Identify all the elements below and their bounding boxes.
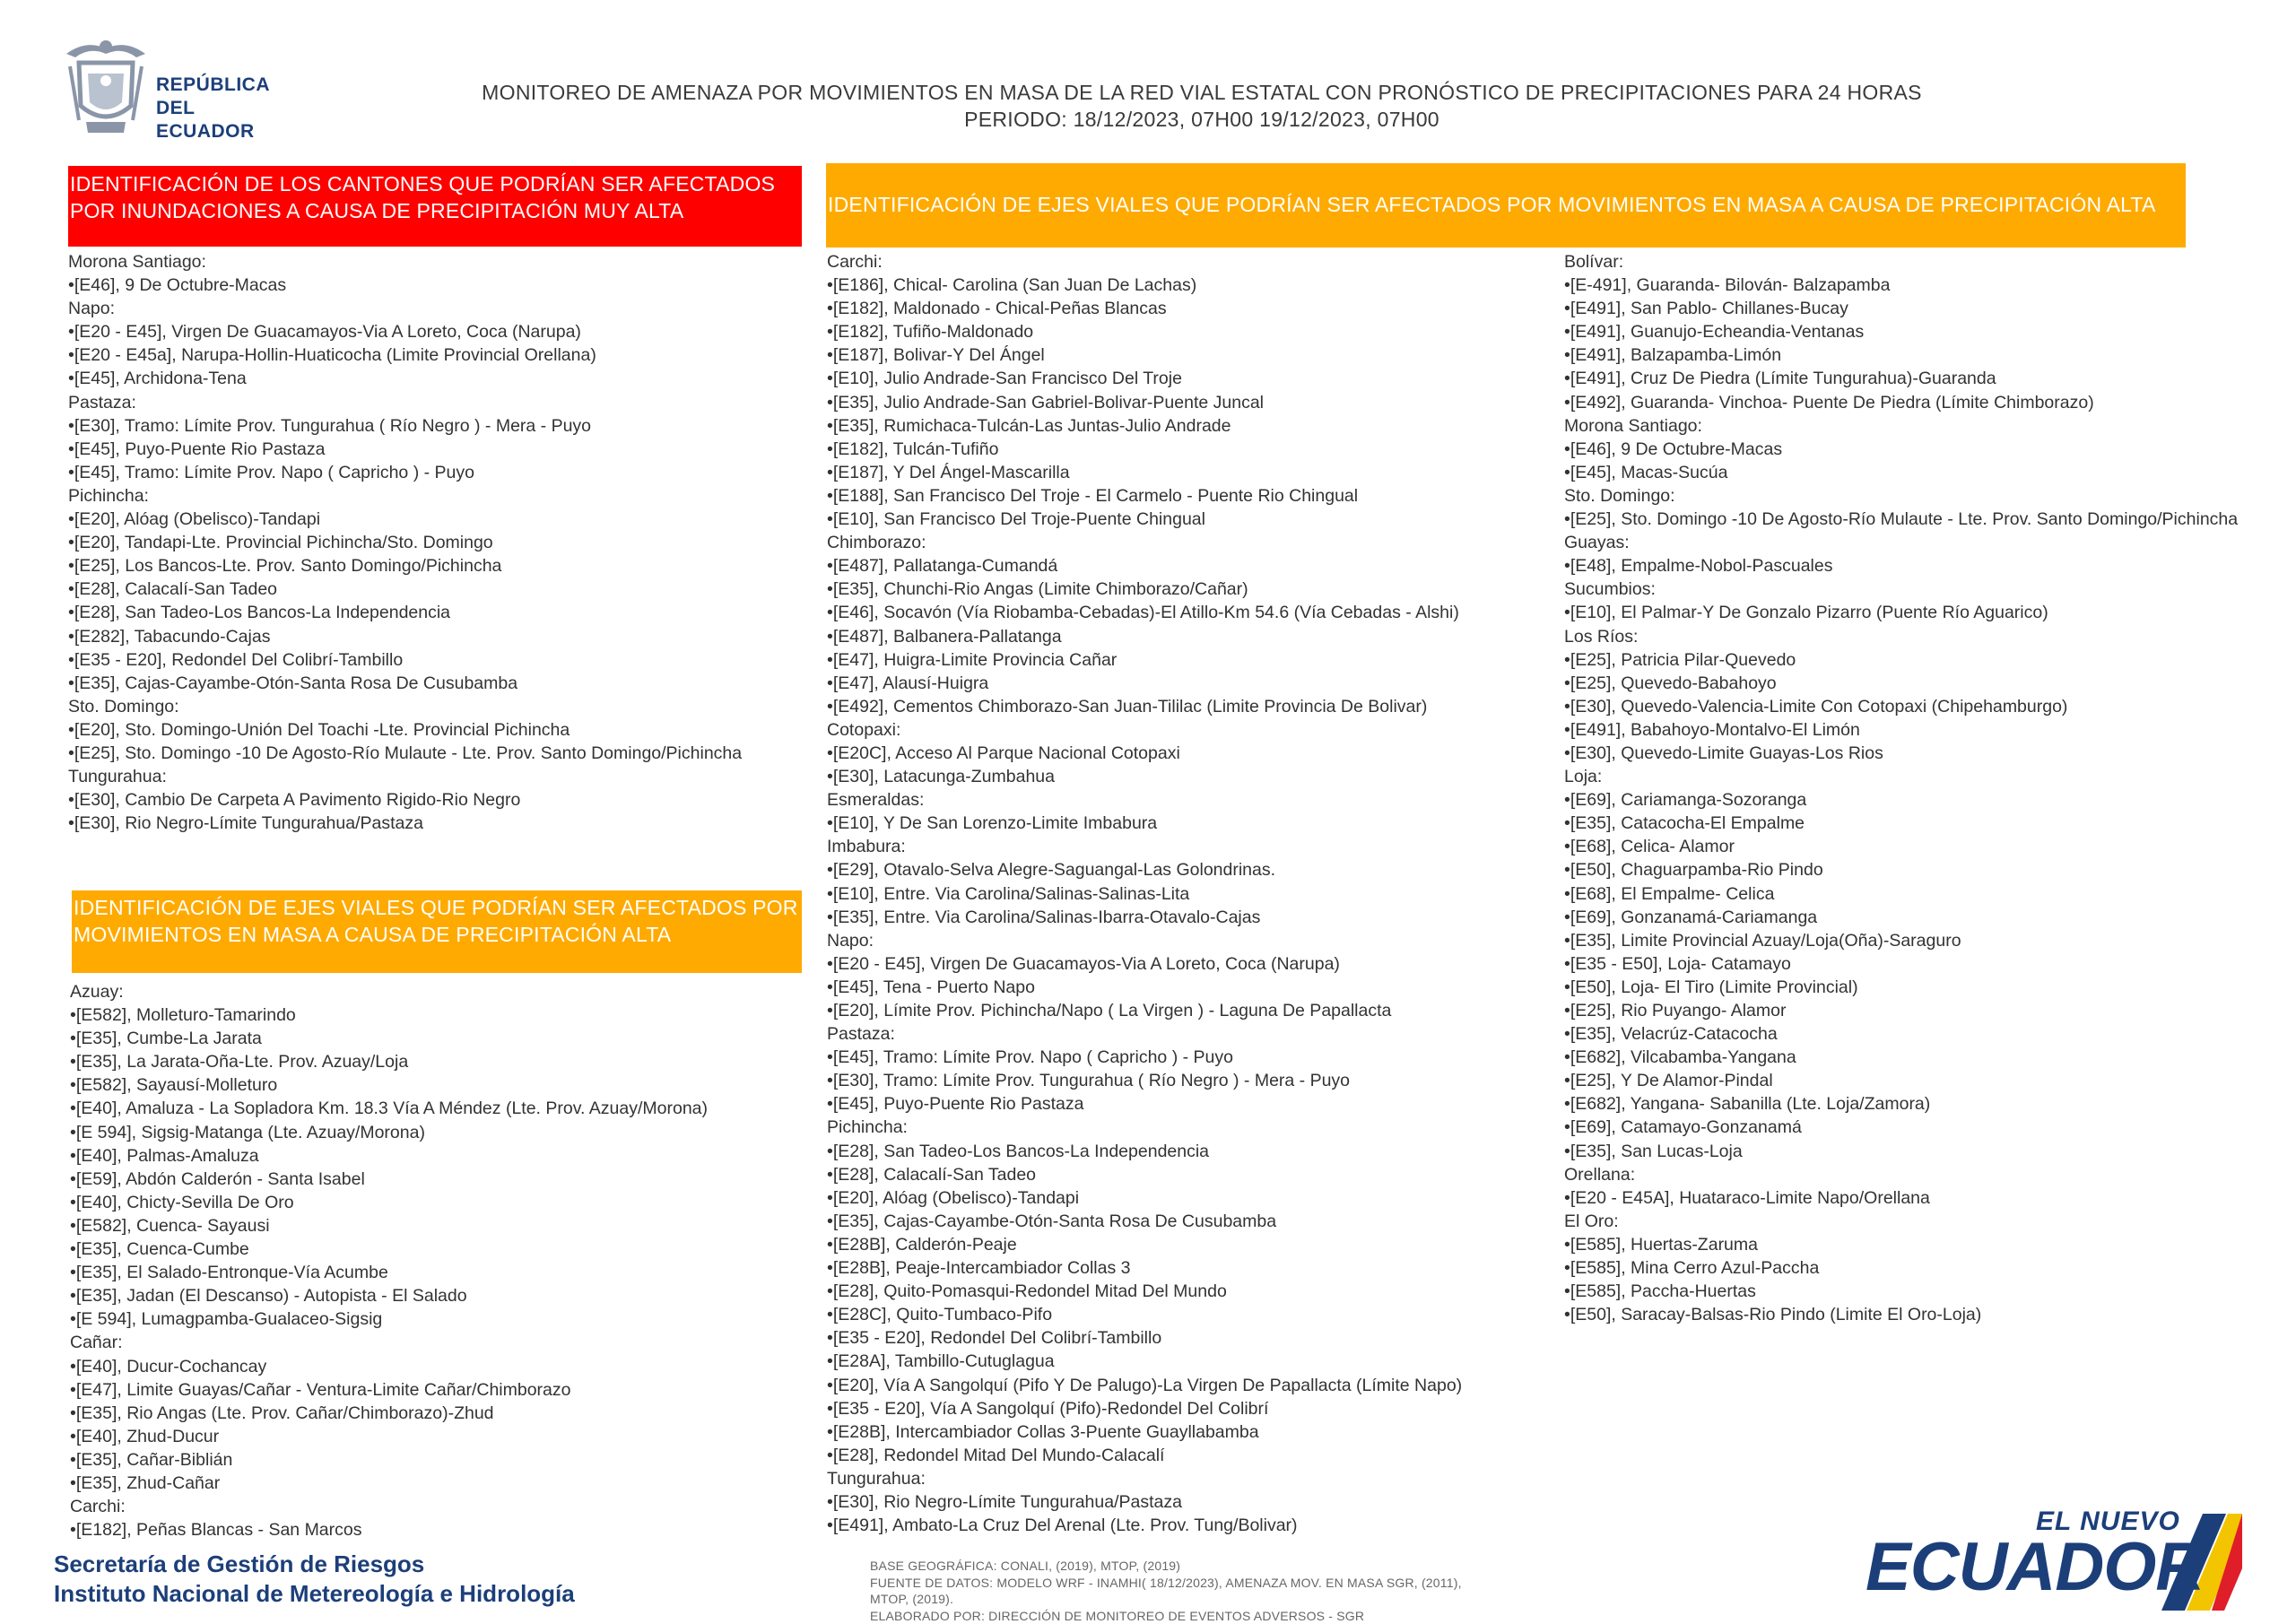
list-item: •[E585], Mina Cerro Azul-Paccha <box>1564 1256 2238 1280</box>
province-heading: Carchi: <box>827 250 1462 274</box>
list-item: •[E487], Balbanera-Pallatanga <box>827 625 1462 648</box>
list-item: •[E30], Quevedo-Valencia-Limite Con Cotopaxi (Chipehamburgo) <box>1564 695 2238 718</box>
list-item: •[E35], Rumichaca-Tulcán-Las Juntas-Julio Andrade <box>827 414 1462 438</box>
province-heading: Chimborazo: <box>827 531 1462 554</box>
list-item: •[E45], Tramo: Límite Prov. Napo ( Capricho ) - Puyo <box>827 1046 1462 1069</box>
list-item: •[E35], Rio Angas (Lte. Prov. Cañar/Chimborazo)-Zhud <box>70 1402 708 1425</box>
list-item: •[E10], Y De San Lorenzo-Limite Imbabura <box>827 812 1462 835</box>
list-item: •[E25], Sto. Domingo -10 De Agosto-Río Mulaute - Lte. Prov. Santo Domingo/Pichincha <box>68 742 742 765</box>
list-item: •[E20 - E45], Virgen De Guacamayos-Via A Loreto, Coca (Narupa) <box>827 952 1462 976</box>
list-item: •[E30], Tramo: Límite Prov. Tungurahua ( Río Negro ) - Mera - Puyo <box>827 1069 1462 1092</box>
province-heading: Carchi: <box>70 1495 708 1518</box>
ejes-azuay-list <box>70 980 708 1541</box>
brand-small-text: EL NUEVO <box>2036 1507 2180 1537</box>
province-heading: Pichincha: <box>68 484 742 508</box>
list-item: •[E491], San Pablo- Chillanes-Bucay <box>1564 297 2238 320</box>
logo-line2: DEL ECUADOR <box>156 97 283 143</box>
list-item: •[E35 - E20], Redondel Del Colibrí-Tambillo <box>68 648 742 672</box>
ejes-left-banner-line1: IDENTIFICACIÓN DE EJES VIALES QUE PODRÍAN SER AFECTADOS POR <box>74 894 802 921</box>
list-item: •[E282], Tabacundo-Cajas <box>68 625 742 648</box>
ejes-carchi-list <box>827 250 1462 1537</box>
list-item: •[E35], La Jarata-Oña-Lte. Prov. Azuay/Loja <box>70 1050 708 1073</box>
list-item: •[E28], Calacalí-San Tadeo <box>68 578 742 601</box>
source-line3: MTOP, (2019). <box>870 1591 1516 1608</box>
list-item: •[E30], Quevedo-Limite Guayas-Los Rios <box>1564 742 2238 765</box>
ejes-bolivar-list <box>1564 250 2238 1326</box>
province-heading: Napo: <box>827 929 1462 952</box>
list-item: •[E35], Cajas-Cayambe-Otón-Santa Rosa De Cusubamba <box>68 672 742 695</box>
list-item: •[E35], Cuenca-Cumbe <box>70 1238 708 1261</box>
list-item: •[E20 - E45A], Huataraco-Limite Napo/Orellana <box>1564 1186 2238 1210</box>
province-heading: Guayas: <box>1564 531 2238 554</box>
list-item: •[E25], Rio Puyango- Alamor <box>1564 999 2238 1022</box>
province-heading: Morona Santiago: <box>68 250 742 274</box>
list-item: •[E582], Sayausí-Molleturo <box>70 1073 708 1097</box>
coat-of-arms-icon <box>59 34 152 140</box>
source-line1: BASE GEOGRÁFICA: CONALI, (2019), MTOP, (2019) <box>870 1558 1516 1575</box>
list-item: •[E50], Loja- El Tiro (Limite Provincial) <box>1564 976 2238 999</box>
list-item: •[E20C], Acceso Al Parque Nacional Cotopaxi <box>827 742 1462 765</box>
list-item: •[E20], Sto. Domingo-Unión Del Toachi -Lte. Provincial Pichincha <box>68 718 742 742</box>
list-item: •[E35], Velacrúz-Catacocha <box>1564 1022 2238 1046</box>
list-item: •[E29], Otavalo-Selva Alegre-Saguangal-Las Golondrinas. <box>827 858 1462 881</box>
list-item: •[E35 - E20], Vía A Sangolquí (Pifo)-Redondel Del Colibrí <box>827 1397 1462 1420</box>
list-item: •[E25], Y De Alamor-Pindal <box>1564 1069 2238 1092</box>
list-item: •[E 594], Lumagpamba-Gualaceo-Sigsig <box>70 1307 708 1331</box>
list-item: •[E35], Cumbe-La Jarata <box>70 1027 708 1050</box>
list-item: •[E188], San Francisco Del Troje - El Carmelo - Puente Rio Chingual <box>827 484 1462 508</box>
ejes-viales-banner-right <box>826 163 2186 248</box>
list-item: •[E10], San Francisco Del Troje-Puente Chingual <box>827 508 1462 531</box>
list-item: •[E28C], Quito-Tumbaco-Pifo <box>827 1303 1462 1326</box>
list-item: •[E28], Calacalí-San Tadeo <box>827 1163 1462 1186</box>
ejes-right-banner-text: IDENTIFICACIÓN DE EJES VIALES QUE PODRÍAN SER AFECTADOS POR MOVIMIENTOS EN MASA A CAUSA DE PRECIPITACIÓN ALTA <box>828 191 2186 218</box>
list-item: •[E182], Tulcán-Tufiño <box>827 438 1462 461</box>
list-item: •[E28B], Peaje-Intercambiador Collas 3 <box>827 1256 1462 1280</box>
list-item: •[E585], Huertas-Zaruma <box>1564 1233 2238 1256</box>
province-heading: Sucumbios: <box>1564 578 2238 601</box>
province-heading: Imbabura: <box>827 835 1462 858</box>
list-item: •[E69], Gonzanamá-Cariamanga <box>1564 906 2238 929</box>
list-item: •[E491], Ambato-La Cruz Del Arenal (Lte. Prov. Tung/Bolivar) <box>827 1514 1462 1537</box>
ejes-viales-banner-left <box>72 890 802 973</box>
republica-logo <box>59 34 283 142</box>
province-heading: Loja: <box>1564 765 2238 788</box>
province-heading: Pichincha: <box>827 1116 1462 1139</box>
list-item: •[E20], Alóag (Obelisco)-Tandapi <box>68 508 742 531</box>
list-item: •[E35], Cañar-Biblián <box>70 1448 708 1472</box>
list-item: •[E46], Socavón (Vía Riobamba-Cebadas)-El Atillo-Km 54.6 (Vía Cebadas - Alshi) <box>827 601 1462 624</box>
list-item: •[E46], 9 De Octubre-Macas <box>68 274 742 297</box>
list-item: •[E47], Alausí-Huigra <box>827 672 1462 695</box>
list-item: •[E182], Peñas Blancas - San Marcos <box>70 1518 708 1541</box>
list-item: •[E182], Tufiño-Maldonado <box>827 320 1462 343</box>
list-item: •[E68], Celica- Alamor <box>1564 835 2238 858</box>
province-heading: Napo: <box>68 297 742 320</box>
list-item: •[E25], Patricia Pilar-Quevedo <box>1564 648 2238 672</box>
list-item: •[E28], San Tadeo-Los Bancos-La Independencia <box>68 601 742 624</box>
list-item: •[E45], Tena - Puerto Napo <box>827 976 1462 999</box>
province-heading: Esmeraldas: <box>827 788 1462 812</box>
list-item: •[E30], Rio Negro-Límite Tungurahua/Pastaza <box>68 812 742 835</box>
list-item: •[E28B], Calderón-Peaje <box>827 1233 1462 1256</box>
list-item: •[E40], Zhud-Ducur <box>70 1425 708 1448</box>
title-line2: PERIODO: 18/12/2023, 07H00 19/12/2023, 07H00 <box>377 106 2027 133</box>
list-item: •[E25], Sto. Domingo -10 De Agosto-Río Mulaute - Lte. Prov. Santo Domingo/Pichincha <box>1564 508 2238 531</box>
list-item: •[E20], Vía A Sangolquí (Pifo Y De Palugo)-La Virgen De Papallacta (Límite Napo) <box>827 1374 1462 1397</box>
institution-line1: Secretaría de Gestión de Riesgos <box>54 1550 575 1579</box>
list-item: •[E50], Chaguarpamba-Rio Pindo <box>1564 858 2238 881</box>
list-item: •[E35 - E20], Redondel Del Colibrí-Tambillo <box>827 1326 1462 1350</box>
inundaciones-banner-line1: IDENTIFICACIÓN DE LOS CANTONES QUE PODRÍAN SER AFECTADOS <box>70 170 802 197</box>
list-item: •[E491], Cruz De Piedra (Límite Tungurahua)-Guaranda <box>1564 367 2238 390</box>
list-item: •[E10], El Palmar-Y De Gonzalo Pizarro (Puente Río Aguarico) <box>1564 601 2238 624</box>
province-heading: Tungurahua: <box>68 765 742 788</box>
list-item: •[E10], Julio Andrade-San Francisco Del Troje <box>827 367 1462 390</box>
inundaciones-banner <box>68 166 802 247</box>
list-item: •[E492], Guaranda- Vinchoa- Puente De Piedra (Límite Chimborazo) <box>1564 391 2238 414</box>
list-item: •[E487], Pallatanga-Cumandá <box>827 554 1462 578</box>
list-item: •[E40], Ducur-Cochancay <box>70 1355 708 1378</box>
list-item: •[E491], Balzapamba-Limón <box>1564 343 2238 367</box>
list-item: •[E45], Puyo-Puente Rio Pastaza <box>827 1092 1462 1116</box>
page-title <box>377 79 2027 133</box>
list-item: •[E187], Y Del Ángel-Mascarilla <box>827 461 1462 484</box>
list-item: •[E69], Cariamanga-Sozoranga <box>1564 788 2238 812</box>
list-item: •[E20 - E45a], Narupa-Hollin-Huaticocha (Limite Provincial Orellana) <box>68 343 742 367</box>
province-heading: Cañar: <box>70 1331 708 1354</box>
list-item: •[E30], Cambio De Carpeta A Pavimento Rigido-Rio Negro <box>68 788 742 812</box>
province-heading: El Oro: <box>1564 1210 2238 1233</box>
list-item: •[E20], Tandapi-Lte. Provincial Pichincha/Sto. Domingo <box>68 531 742 554</box>
list-item: •[E45], Puyo-Puente Rio Pastaza <box>68 438 742 461</box>
source-line2: FUENTE DE DATOS: MODELO WRF - INAMHI( 18/12/2023), AMENAZA MOV. EN MASA SGR, (2011), <box>870 1575 1516 1592</box>
list-item: •[E28B], Intercambiador Collas 3-Puente Guayllabamba <box>827 1420 1462 1444</box>
list-item: •[E69], Catamayo-Gonzanamá <box>1564 1116 2238 1139</box>
institution-names <box>54 1550 575 1609</box>
list-item: •[E25], Quevedo-Babahoyo <box>1564 672 2238 695</box>
province-heading: Morona Santiago: <box>1564 414 2238 438</box>
list-item: •[E182], Maldonado - Chical-Peñas Blancas <box>827 297 1462 320</box>
list-item: •[E30], Tramo: Límite Prov. Tungurahua ( Río Negro ) - Mera - Puyo <box>68 414 742 438</box>
list-item: •[E30], Rio Negro-Límite Tungurahua/Pastaza <box>827 1490 1462 1514</box>
list-item: •[E682], Yangana- Sabanilla (Lte. Loja/Zamora) <box>1564 1092 2238 1116</box>
list-item: •[E35], Chunchi-Rio Angas (Limite Chimborazo/Cañar) <box>827 578 1462 601</box>
province-heading: Tungurahua: <box>827 1467 1462 1490</box>
list-item: •[E585], Paccha-Huertas <box>1564 1280 2238 1303</box>
brand-big-text: ECUADOR <box>1866 1530 2204 1605</box>
list-item: •[E20 - E45], Virgen De Guacamayos-Via A Loreto, Coca (Narupa) <box>68 320 742 343</box>
list-item: •[E48], Empalme-Nobol-Pascuales <box>1564 554 2238 578</box>
ejes-left-banner-line2: MOVIMIENTOS EN MASA A CAUSA DE PRECIPITACIÓN ALTA <box>74 921 802 948</box>
province-heading: Bolívar: <box>1564 250 2238 274</box>
list-item: •[E-491], Guaranda- Bilován- Balzapamba <box>1564 274 2238 297</box>
province-heading: Orellana: <box>1564 1163 2238 1186</box>
list-item: •[E28], Quito-Pomasqui-Redondel Mitad Del Mundo <box>827 1280 1462 1303</box>
list-item: •[E46], 9 De Octubre-Macas <box>1564 438 2238 461</box>
list-item: •[E682], Vilcabamba-Yangana <box>1564 1046 2238 1069</box>
list-item: •[E28], San Tadeo-Los Bancos-La Independencia <box>827 1140 1462 1163</box>
list-item: •[E35], Jadan (El Descanso) - Autopista - El Salado <box>70 1284 708 1307</box>
list-item: •[E35 - E50], Loja- Catamayo <box>1564 952 2238 976</box>
list-item: •[E491], Guanujo-Echeandia-Ventanas <box>1564 320 2238 343</box>
list-item: •[E582], Molleturo-Tamarindo <box>70 1003 708 1027</box>
province-heading: Sto. Domingo: <box>1564 484 2238 508</box>
list-item: •[E45], Macas-Sucúa <box>1564 461 2238 484</box>
list-item: •[E40], Palmas-Amaluza <box>70 1144 708 1168</box>
list-item: •[E20], Alóag (Obelisco)-Tandapi <box>827 1186 1462 1210</box>
list-item: •[E59], Abdón Calderón - Santa Isabel <box>70 1168 708 1191</box>
list-item: •[E35], El Salado-Entronque-Vía Acumbe <box>70 1261 708 1284</box>
list-item: •[E20], Límite Prov. Pichincha/Napo ( La Virgen ) - Laguna De Papallacta <box>827 999 1462 1022</box>
list-item: •[E35], Zhud-Cañar <box>70 1472 708 1495</box>
inundaciones-banner-line2: POR INUNDACIONES A CAUSA DE PRECIPITACIÓN MUY ALTA <box>70 197 802 224</box>
list-item: •[E10], Entre. Via Carolina/Salinas-Salinas-Lita <box>827 882 1462 906</box>
list-item: •[E47], Limite Guayas/Cañar - Ventura-Limite Cañar/Chimborazo <box>70 1378 708 1402</box>
data-sources <box>870 1558 1516 1624</box>
province-heading: Cotopaxi: <box>827 718 1462 742</box>
list-item: •[E30], Latacunga-Zumbahua <box>827 765 1462 788</box>
list-item: •[E47], Huigra-Limite Provincia Cañar <box>827 648 1462 672</box>
list-item: •[E582], Cuenca- Sayausi <box>70 1214 708 1238</box>
logo-line1: REPÚBLICA <box>156 74 283 97</box>
list-item: •[E492], Cementos Chimborazo-San Juan-Tililac (Limite Provincia De Bolivar) <box>827 695 1462 718</box>
province-heading: Sto. Domingo: <box>68 695 742 718</box>
province-heading: Los Ríos: <box>1564 625 2238 648</box>
list-item: •[E40], Amaluza - La Sopladora Km. 18.3 Vía A Méndez (Lte. Prov. Azuay/Morona) <box>70 1097 708 1120</box>
province-heading: Azuay: <box>70 980 708 1003</box>
list-item: •[E187], Bolivar-Y Del Ángel <box>827 343 1462 367</box>
list-item: •[E35], Cajas-Cayambe-Otón-Santa Rosa De Cusubamba <box>827 1210 1462 1233</box>
list-item: •[E35], Entre. Via Carolina/Salinas-Ibarra-Otavalo-Cajas <box>827 906 1462 929</box>
list-item: •[E35], Catacocha-El Empalme <box>1564 812 2238 835</box>
list-item: •[E28], Redondel Mitad Del Mundo-Calacalí <box>827 1444 1462 1467</box>
province-heading: Pastaza: <box>827 1022 1462 1046</box>
list-item: •[E491], Babahoyo-Montalvo-El Limón <box>1564 718 2238 742</box>
list-item: •[E35], San Lucas-Loja <box>1564 1140 2238 1163</box>
source-line4: ELABORADO POR: DIRECCIÓN DE MONITOREO DE EVENTOS ADVERSOS - SGR <box>870 1608 1516 1624</box>
list-item: •[E50], Saracay-Balsas-Rio Pindo (Limite El Oro-Loja) <box>1564 1303 2238 1326</box>
province-heading: Pastaza: <box>68 391 742 414</box>
list-item: •[E28A], Tambillo-Cutuglagua <box>827 1350 1462 1373</box>
inundaciones-list <box>68 250 742 835</box>
list-item: •[E 594], Sigsig-Matanga (Lte. Azuay/Morona) <box>70 1121 708 1144</box>
el-nuevo-ecuador-logo <box>1866 1505 2242 1612</box>
title-line1: MONITOREO DE AMENAZA POR MOVIMIENTOS EN MASA DE LA RED VIAL ESTATAL CON PRONÓSTICO DE PRECIPITACIONES PARA 24 HORAS <box>377 79 2027 106</box>
list-item: •[E35], Limite Provincial Azuay/Loja(Oña)-Saraguro <box>1564 929 2238 952</box>
list-item: •[E35], Julio Andrade-San Gabriel-Bolivar-Puente Juncal <box>827 391 1462 414</box>
list-item: •[E45], Archidona-Tena <box>68 367 742 390</box>
institution-line2: Instituto Nacional de Metereología e Hidrología <box>54 1579 575 1609</box>
list-item: •[E68], El Empalme- Celica <box>1564 882 2238 906</box>
list-item: •[E45], Tramo: Límite Prov. Napo ( Capricho ) - Puyo <box>68 461 742 484</box>
list-item: •[E25], Los Bancos-Lte. Prov. Santo Domingo/Pichincha <box>68 554 742 578</box>
list-item: •[E40], Chicty-Sevilla De Oro <box>70 1191 708 1214</box>
list-item: •[E186], Chical- Carolina (San Juan De Lachas) <box>827 274 1462 297</box>
